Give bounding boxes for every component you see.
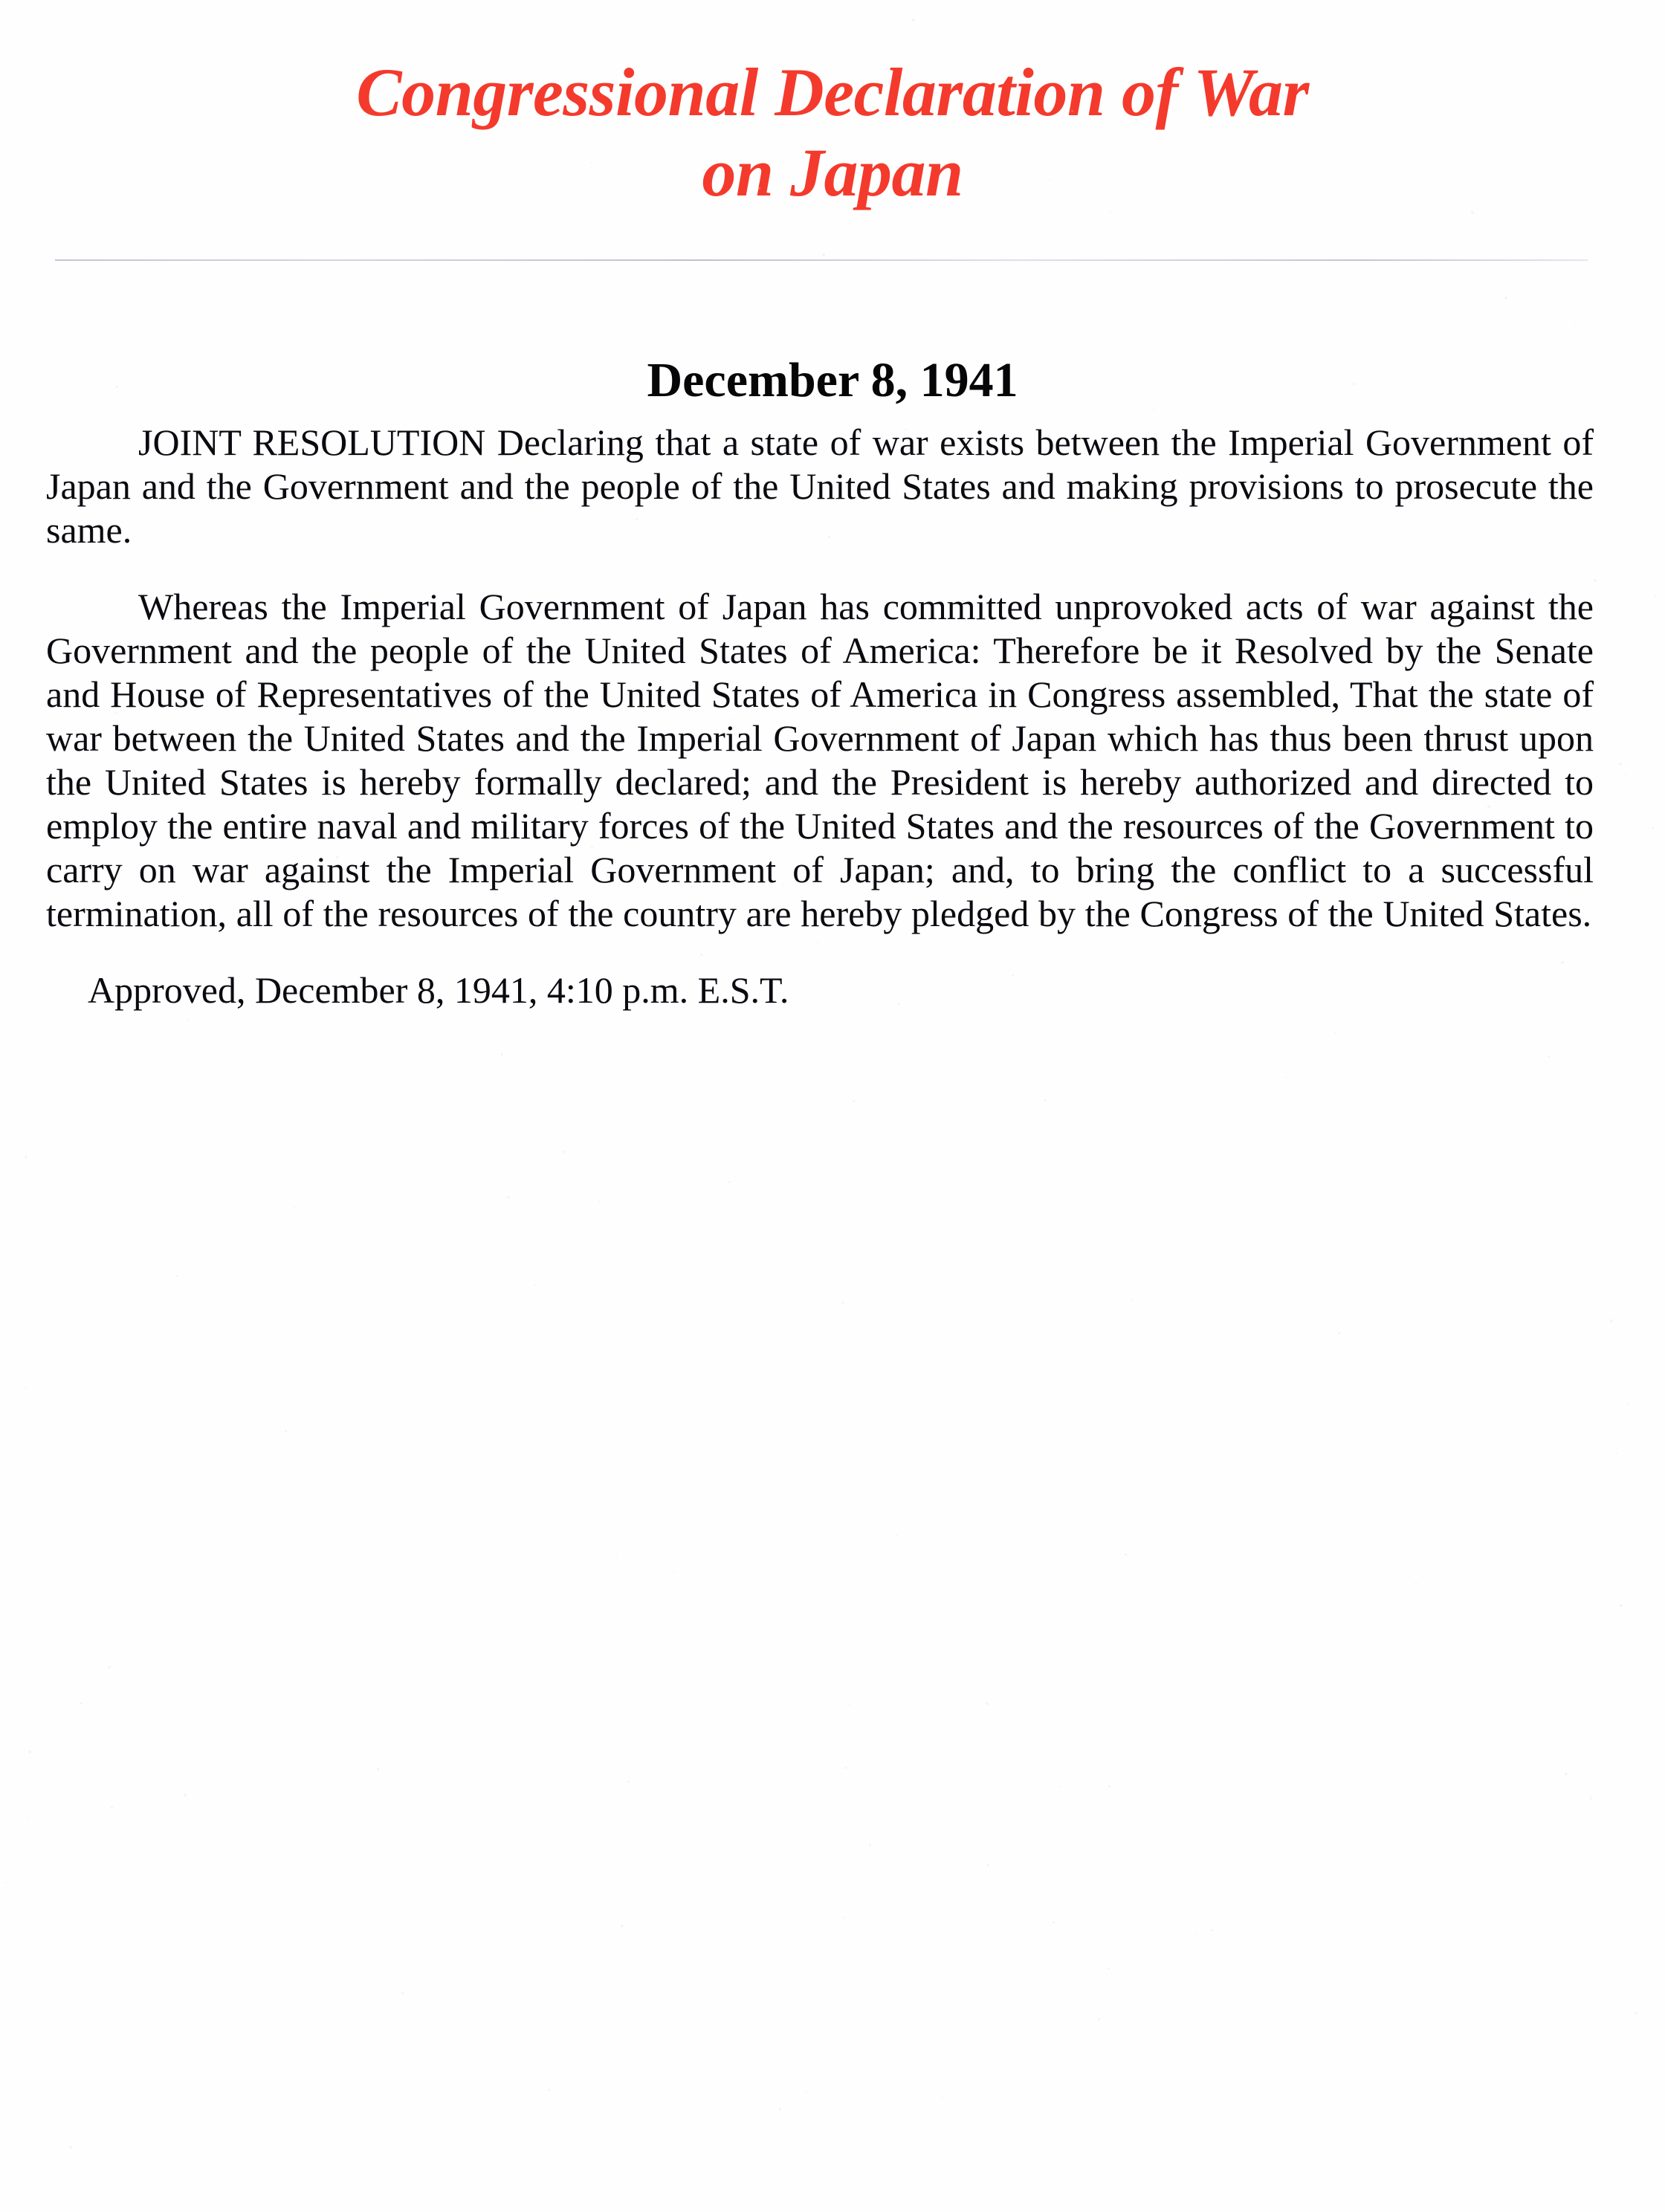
header-divider	[55, 259, 1588, 261]
date-heading: December 8, 1941	[647, 352, 1018, 407]
document-body	[46, 421, 1594, 1012]
paragraph-joint-resolution: JOINT RESOLUTION Declaring that a state of war exists between the Imperial Government of Japan and the Government and the people of the United States and making provisions to prosecute the same.	[46, 421, 1594, 551]
page-title	[0, 52, 1665, 213]
page-title-line-1: Congressional Declaration of War	[356, 54, 1309, 130]
approval-line: Approved, December 8, 1941, 4:10 p.m. E.S.T.	[88, 969, 789, 1011]
paragraph-whereas-clause: Whereas the Imperial Government of Japan has committed unprovoked acts of war against the Government and the people of the United States of America: Therefore be it Resolved by the Senate and House of Representatives of the United States of America in Congress assembled, That the state of war between the United States and the Imperial Government of Japan which has thus been thrust upon the United States is hereby formally declared; and the President is hereby authorized and directed to employ the entire naval and military forces of the United States and the resources of the Government to carry on war against the Imperial Government of Japan; and, to bring the conflict to a successful termination, all of the resources of the country are hereby pledged by the Congress of the United States.	[46, 586, 1594, 934]
page-title-line-2: on Japan	[702, 135, 963, 211]
